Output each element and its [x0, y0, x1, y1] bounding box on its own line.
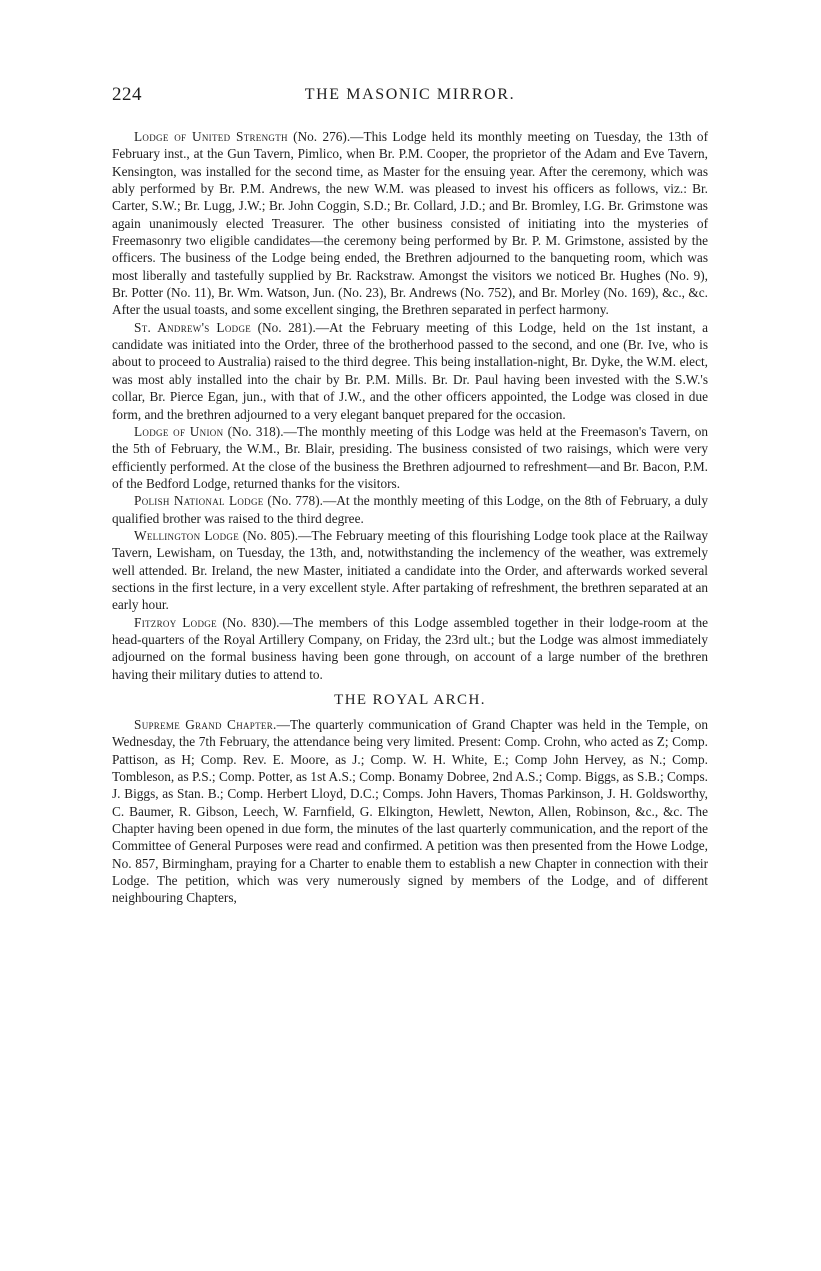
paragraph-text: (No. 830).—The members of this Lodge assembled together in their lodge-room at the head-quarters of the Royal Artillery Company, on Friday, the 23rd ult.; but the Lodge was almost immediately adjourned on the formal business having been gone through, on account of a large number of the brethren having their military duties to attend to. [112, 614, 708, 682]
paragraph-wellington-lodge [112, 527, 708, 614]
page-number: 224 [112, 84, 142, 105]
paragraph-polish-national-lodge [112, 492, 708, 527]
paragraph-text: (No. 778).—At the monthly meeting of this Lodge, on the 8th of February, a duly qualified brother was raised to the third degree. [112, 493, 708, 526]
lodge-name: St. Andrew's Lodge [134, 319, 252, 335]
page [112, 84, 708, 907]
lodge-name: Lodge of United Strength [134, 129, 288, 144]
paragraph-lodge-of-united-strength [112, 128, 708, 319]
paragraph-st-andrews-lodge [112, 319, 708, 423]
lodge-name: Lodge of Union [134, 423, 224, 439]
running-title: THE MASONIC MIRROR. [304, 86, 516, 103]
paragraph-lodge-of-union [112, 423, 708, 492]
section-heading: THE ROYAL ARCH. [334, 692, 486, 708]
lodge-name: Wellington Lodge [134, 527, 239, 543]
paragraph-text: —The quarterly communication of Grand Chapter was held in the Temple, on Wednesday, the 7th February, the attendance being very limited. Present: Comp. Crohn, who acted as Z; Comp. Pattison, as H; Comp. Rev. E. Moore, as J.; Comp. W. H. White, E.; Comp John Hervey, as N.; Comp. Tombleson, as P.S.; Comp. Potter, as 1st A.S.; Comp. Bonamy Dobree, 2nd A.S.; Comp. Biggs, as S.B.; Comps. J. Biggs, as Stan. B.; Comp. Herbert Lloyd, D.C.; Comps. John Havers, Thomas Parkinson, J. H. Goldsworthy, C. Baumer, R. Gibson, Leech, W. Farnfield, G. Elkington, Hewlett, Newton, Allen, Robinson, &c., &c. The Chapter having been opened in due form, the minutes of the last quarterly communication, and the report of the Committee of General Purposes were read and confirmed. A petition was then presented from the Howe Lodge, No. 857, Birmingham, praying for a Charter to enable them to establish a new Chapter in connection with their Lodge. The petition, which was very numerously signed by members of the Lodge, and of different neighbouring Chapters, [112, 717, 708, 906]
paragraph-supreme-grand-chapter [112, 716, 708, 907]
paragraph-fitzroy-lodge [112, 614, 708, 683]
lodge-name: Polish National Lodge [134, 493, 264, 509]
chapter-name: Supreme Grand Chapter. [134, 717, 277, 732]
paragraph-text: (No. 805).—The February meeting of this flourishing Lodge took place at the Railway Tavern, Lewisham, on Tuesday, the 13th, and, notwithstanding the inclemency of the weather, was extremely well attended. Br. Ireland, the new Master, initiated a candidate into the Order, and afterwards worked several sections in the first lecture, in a very excellent style. After partaking of refreshment, the brethren separated at an early hour. [112, 527, 709, 613]
lodge-name: Fitzroy Lodge [134, 614, 217, 630]
paragraph-text: (No. 318).—The monthly meeting of this Lodge was held at the Freemason's Tavern, on the 5th of February, the W.M., Br. Blair, presiding. The business consisted of two raisings, which were very efficiently performed. At the close of the business the Brethren adjourned to refreshment—and Br. Bacon, P.M. of the Bedford Lodge, returned thanks for the visitors. [112, 423, 708, 491]
paragraph-text: (No. 281).—At the February meeting of this Lodge, held on the 1st instant, a candidate was initiated into the Order, three of the brotherhood passed to the second, and one (Br. Ive, who is about to proceed to Australia) raised to the third degree. This being installation-night, Br. Dyke, the W.M. elect, was most ably installed into the chair by Br. P.M. Mills. Br. Dr. Paul having been invested with the S.W.'s collar, Br. Pierce Egan, jun., with that of J.W., and the other officers appointed, the Lodge was closed in due form, and the brethren adjourned to a very elegant banquet prepared for the occasion. [112, 319, 708, 422]
page-header [112, 84, 708, 114]
paragraph-text: (No. 276).—This Lodge held its monthly meeting on Tuesday, the 13th of February inst., at the Gun Tavern, Pimlico, when Br. P.M. Cooper, the proprietor of the Adam and Eve Tavern, Kensington, was installed for the second time, as Master for the ensuing year. After the ceremony, which was ably performed by Br. P.M. Andrews, the new W.M. was pleased to invest his officers as follows, viz.: Br. Carter, S.W.; Br. Lugg, J.W.; Br. John Coggin, S.D.; Br. Collard, J.D.; and Br. Bromley, I.G. Br. Grimstone was again unanimously elected Treasurer. The other business consisted of initiating into the mysteries of Freemasonry two eligible candidates—the ceremony being performed by Br. P. M. Grimstone, assisted by the officers. The business of the Lodge being ended, the Brethren adjourned to the banqueting room, which was most liberally and tastefully supplied by Br. Rackstraw. Amongst the visitors we noticed Br. Hughes (No. 9), Br. Potter (No. 11), Br. Wm. Watson, Jun. (No. 23), Br. Andrews (No. 752), and Br. Morley (No. 169), &c., &c. After the usual toasts, and some excellent singing, the Brethren separated in perfect harmony. [112, 129, 709, 318]
